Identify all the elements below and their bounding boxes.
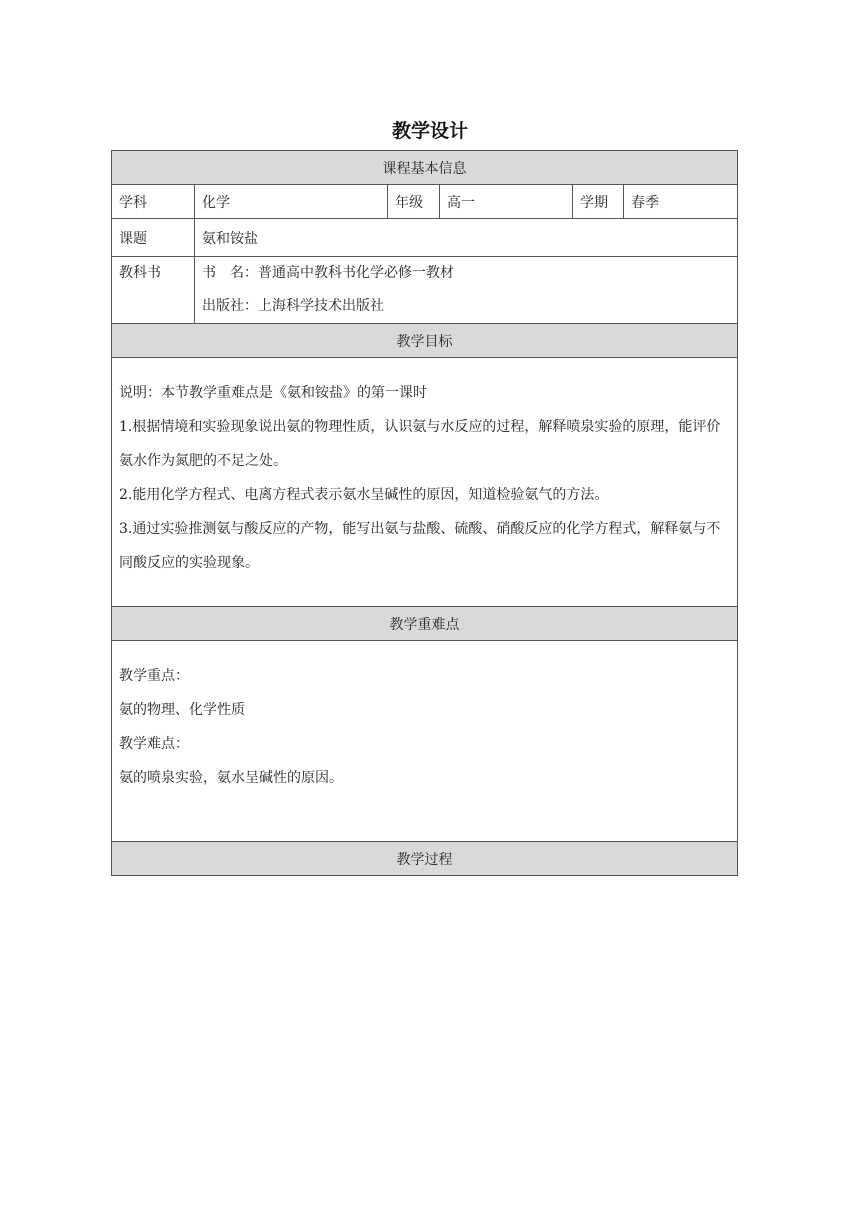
topic-value: 氨和铵盐	[195, 219, 738, 257]
textbook-label	[112, 257, 195, 324]
key-point-heading: 教学重点：	[119, 668, 189, 684]
objective-item-2: 2.能用化学方程式、电离方程式表示氨水呈碱性的原因，知道检验氨气的方法。	[119, 487, 609, 503]
grade-label: 年级	[388, 185, 440, 219]
objective-item-3: 3.通过实验推测氨与酸反应的产物，能写出氨与盐酸、硫酸、硝酸反应的化学方程式，解释氨与不同酸反应的实验现象。	[119, 521, 721, 571]
grade-value: 高一	[440, 185, 573, 219]
page-title: 教学设计	[391, 120, 468, 142]
key-point-text: 氨的物理、化学性质	[119, 702, 245, 718]
section-header-process: 教学过程	[112, 842, 738, 876]
objectives-content	[112, 358, 738, 607]
section-header-basic-info: 课程基本信息	[112, 151, 738, 185]
objective-item-1: 1.根据情境和实验现象说出氨的物理性质，认识氨与水反应的过程，解释喷泉实验的原理，能评价氨水作为氮肥的不足之处。	[119, 419, 721, 469]
textbook-label-text: 教科书	[119, 265, 161, 281]
publisher: 出版社：上海科学技术出版社	[202, 298, 384, 314]
difficulty-heading: 教学难点：	[119, 736, 189, 752]
term-label: 学期	[573, 185, 624, 219]
objective-note: 说明：本节教学重难点是《氨和铵盐》的第一课时	[119, 385, 427, 401]
book-name: 书 名：普通高中教科书化学必修一教材	[202, 265, 454, 281]
term-value: 春季	[624, 185, 738, 219]
topic-label: 课题	[112, 219, 195, 257]
section-header-objectives: 教学目标	[112, 324, 738, 358]
textbook-details	[195, 257, 738, 324]
key-points-content	[112, 641, 738, 842]
subject-value: 化学	[195, 185, 388, 219]
subject-label: 学科	[112, 185, 195, 219]
lesson-plan-table	[111, 150, 738, 876]
difficulty-text: 氨的喷泉实验，氨水呈碱性的原因。	[119, 770, 343, 786]
section-header-key-points: 教学重难点	[112, 607, 738, 641]
